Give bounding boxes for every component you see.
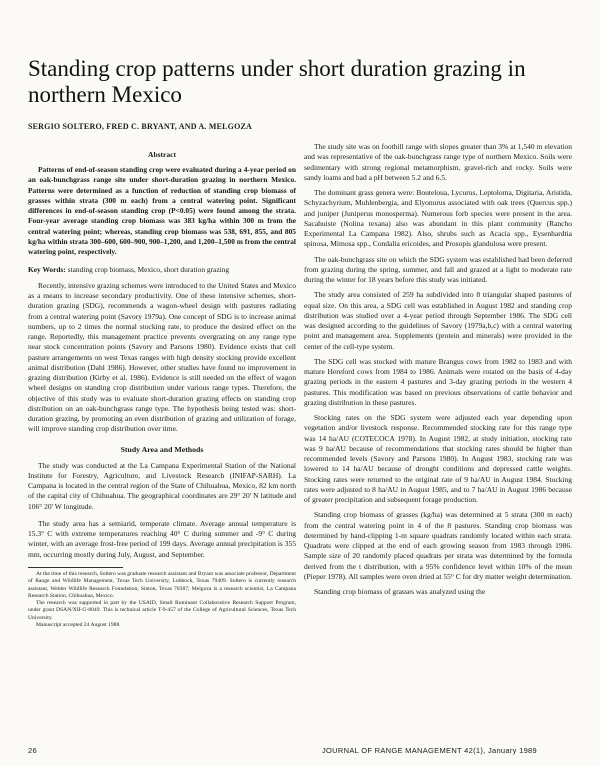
article-title: Standing crop patterns under short duration grazing in northern Mexico bbox=[28, 56, 526, 107]
body-paragraph: Standing crop biomass of grasses was analyzed using the bbox=[314, 587, 486, 596]
keywords bbox=[28, 265, 296, 275]
left-column bbox=[28, 150, 296, 735]
body-paragraph: Standing crop biomass of grasses (kg/ha) was determined at 5 strata (300 m each) from the central watering point in 4 of the 8 pastures. Standing crop biomass was determined by hand-clipping 1-m square quadrats randomly located within each strata. Quadrats were clipped at the end of each growing season from 1983 through 1986. Sample size of 20 randomly placed quadrats per strata was determined by the formula derived from the t distribution, with a 95% confidence level within 10% of the mean (Pieper 1978). All samples were oven dried at 55° C for dry matter weight determination. bbox=[304, 510, 572, 581]
journal-citation: JOURNAL OF RANGE MANAGEMENT 42(1), January 1989 bbox=[322, 746, 537, 755]
body-paragraph: The study site was on foothill range with slopes greater than 3% at 1,540 m elevation and was representative of the oak-bunchgrass range type of northern Mexico. Soils were sedimentary with strong regional metamorphism, gravel-rich and rocky. Soils were sandy loams and had a pH between 5.2 and 6.5. bbox=[304, 142, 572, 182]
body-paragraph: The study was conducted at the La Campana Experimental Station of the National Institute for Forestry, Agriculture, and Livestock Research (INIFAP-SARH). La Campana is located in the central region of the State of Chihuahua, Mexico, 82 km north of the capital city of Chihuahua. The geographical coordinates are 29° 20' N latitude and 106° 20' W longitude. bbox=[28, 460, 296, 511]
footnote-divider bbox=[28, 567, 123, 568]
body-paragraph: The study area consisted of 259 ha subdivided into 8 triangular shaped pastures of equal size. On this area, a SDG cell was established in August 1982 and standing crop distribution was studied over a 4-year period through September 1986. The SDG cell was designed according to the guidelines of Savory (1979a,b,c) with a central watering point and management area. Supplements (protein and minerals) were provided in the center of the cell-type system. bbox=[304, 290, 572, 351]
body-paragraph: The study area has a semiarid, temperate climate. Average annual temperature is 15.3° C with extreme temperatures reaching 40° C during summer and -9° C during winter, with an average frost-free period of 199 days. Average annual precipitation is 355 mm, occurring mostly during July, August, and September. bbox=[28, 518, 296, 559]
body-paragraph: The oak-bunchgrass site on which the SDG system was established had been deferred from grazing during the spring, summer, and fall and grazed at a light to moderate rate during the winter for 18 years before this study was initiated. bbox=[304, 254, 572, 284]
footnote: The research was supported in part by the USAID, Small Ruminant Collaborative Research Support Program, under grant DSAN/XII-G-0049. This is technical article T-9-457 of the College of Agricultural Sciences, Texas Tech University. bbox=[28, 600, 296, 621]
keywords-label: Key Words: bbox=[28, 264, 66, 274]
body-paragraph: The SDG cell was stocked with mature Brangus cows from 1982 to 1983 and with mature Hereford cows from 1984 to 1986. Animals were rotated on the basis of 4-day grazing periods in the eastern 4 pastures and 3-day grazing periods in the western 4 pastures. This modification was based on previous observations of cattle behavior and grazing distribution in these pastures. bbox=[304, 356, 572, 407]
body-paragraph: The dominant grass genera were: Bouteloua, Lycurus, Leptoloma, Digitaria, Aristida, Schyzachyrium, Muhlenbergia, and Elyonurus associated with oak trees (Quercus spp.) and juniper (Juniperus monosperma). Numerous forb species were present in the area. Sacahuiste (Nolina texana) also was abundant in this plant community (Rancho Experimental La Campana 1982). Also, shrubs such as Acacia spp., Eysenhardtia spinosa, Mimosa spp., Condalia ericoides, and Prosopis glandulosa were present. bbox=[304, 188, 572, 249]
keywords-list: standing crop biomass, Mexico, short duration grazing bbox=[67, 264, 230, 274]
footnote: At the time of this research, Soltero was graduate research assistant and Bryant was associate professor, Department of Range and Wildlife Management, Texas Tech University, Lubbock, Texas 79409. Soltero is currently research assistant, Welder Wildlife Research Foundation, Sinton, Texas 78387; Melgoza is a research scientist, La Campana Research Station, Chihuahua, Mexico. bbox=[28, 570, 296, 599]
abstract-text: Patterns of end-of-season standing crop were evaluated during a 4-year period on an oak-bunchgrass range site under short-duration grazing in northern Mexico. Patterns were determined as a function of reduction of standing crop biomass of grasses within strata (300 m each) from a central watering point. Significant differences in end-of-season standing crop (P<0.05) were found among the strata. Four-year average standing crop biomass was 383 kg/ha within 300 m from the central watering point; whereas, standing crop biomass was 538, 691, 855, and 805 kg/ha within strata 300–600, 600–900, 900–1,200, and 1,200–1,500 m from the central watering point, respectively. bbox=[28, 165, 296, 257]
body-paragraph: Stocking rates on the SDG system were adjusted each year depending upon vegetation and/or livestock response. Recommended stocking rate for this range type was 14 ha/AU (COTECOCA 1978). In August 1982, at study initiation, stocking rate was 9 ha/AU because of recommendations that stocking rates should be higher than recommended levels (Savory and Parsons 1980). In August 1983, stocking rate was lowered to 14 ha/AU because of drought conditions and depressed cattle weights. Stocking rates were returned to the original rate of 9 ha/AU in August 1984. Stocking rates were adjusted to 8 ha/AU in August 1985, and to 7 ha/AU in August 1986 because of greater precipitation and subsequent forage production. bbox=[304, 413, 572, 504]
page-number: 26 bbox=[28, 746, 37, 755]
abstract-heading: Abstract bbox=[148, 150, 176, 159]
right-column bbox=[304, 142, 572, 737]
section-heading: Study Area and Methods bbox=[120, 444, 204, 454]
intro-paragraph: Recently, intensive grazing schemes were introduced to the United States and Mexico as a means to increase secondary productivity. One of these intensive schemes, short-duration grazing (SDG), recommends a wagon-wheel design with pastures radiating from a central watering point (Savory 1979a). One concept of SDG is to increase animal numbers, up to 2 times the normal stocking rate, to produce the desired effect on the range. Reportedly, this management practice prevents overgrazing on any range type near stock concentration points (Savory and Parsons 1980). Evidence exists that cell pasture arrangements on west Texas ranges with high density stocking provide excellent animal distribution (Dahl 1986). However, other studies have found no improvement in grazing distribution (Kirby et al. 1986). Evidence is still needed on the effect of wagon wheel designs on standing crop distribution under various range types. Therefore, the objective of this study was to evaluate short-duration grazing effects on standing crop distribution on an oak-bunchgrass range type. The hypothesis being tested was: short-duration grazing, by promoting an even distribution of grazing and utilization of forage, will improve standing crop distribution over time. bbox=[28, 280, 296, 434]
footnote: Manuscript accepted 24 August 1988. bbox=[36, 622, 121, 629]
author-line: SERGIO SOLTERO, FRED C. BRYANT, AND A. MELGOZA bbox=[28, 122, 253, 131]
